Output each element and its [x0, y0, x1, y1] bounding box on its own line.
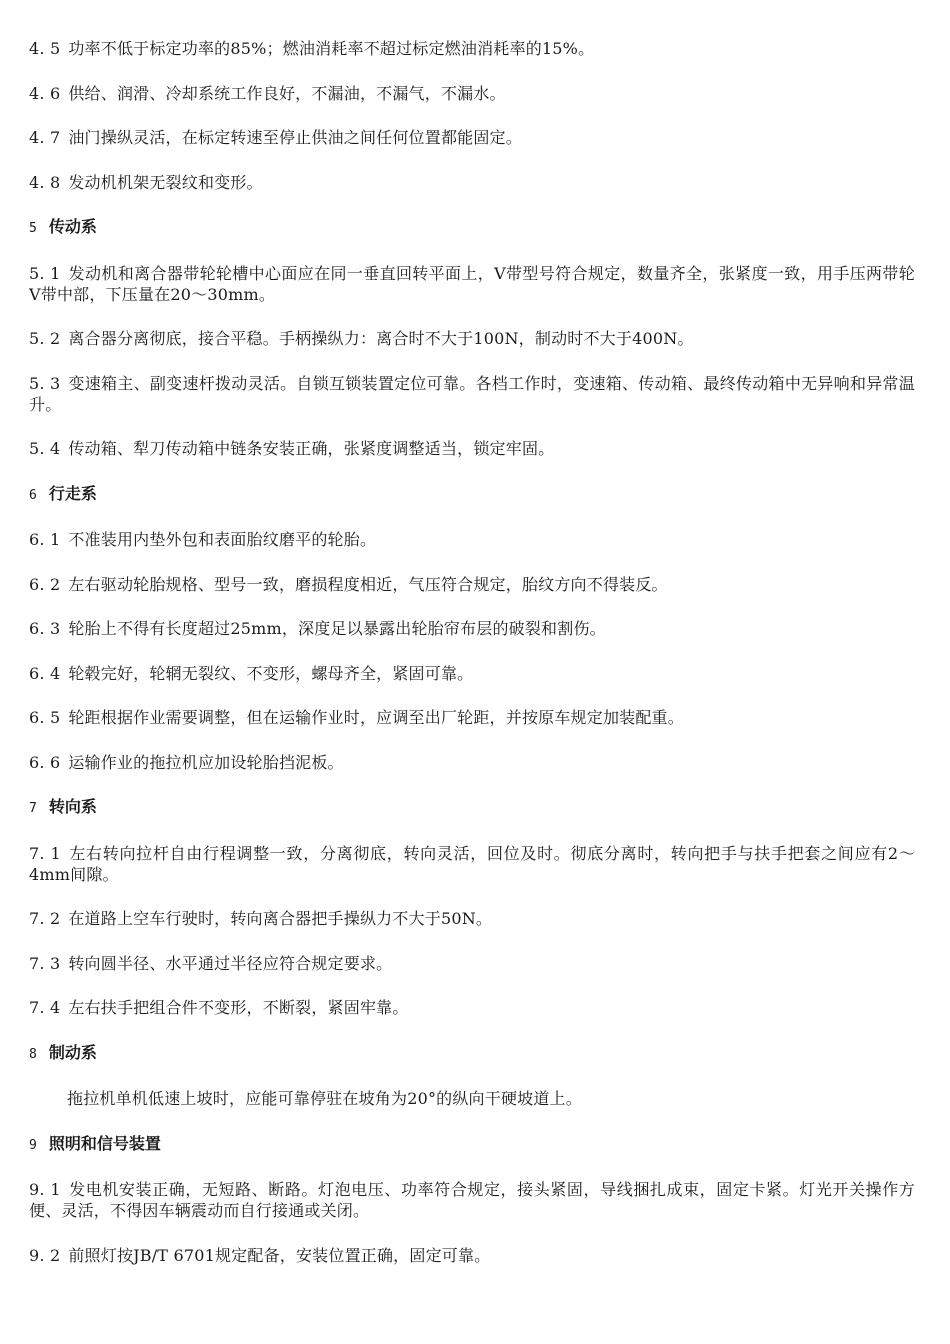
- clause-text: 不准装用内垫外包和表面胎纹磨平的轮胎。: [68, 530, 377, 549]
- clause-text: 转向圆半径、水平通过半径应符合规定要求。: [68, 953, 393, 973]
- clause-number: 5. 3: [29, 373, 61, 393]
- clause-7-2: [29, 908, 915, 929]
- section-heading-8: [29, 1042, 915, 1065]
- clause-9-2: [29, 1245, 915, 1266]
- section-title: 转向系: [48, 797, 97, 816]
- section-heading-6: [29, 483, 915, 506]
- section-title: 照明和信号装置: [48, 1133, 161, 1153]
- clause-number: 6. 2: [29, 574, 61, 594]
- section-number: 6: [29, 487, 37, 503]
- clause-number: 4. 5: [29, 39, 61, 58]
- clause-number: 6. 6: [29, 752, 61, 772]
- section-heading-5: [29, 216, 915, 239]
- clause-5-3: [29, 373, 915, 415]
- clause-6-1: [29, 529, 915, 550]
- section-number: 5: [29, 221, 37, 236]
- clause-text: 功率不低于标定功率的85%；燃油消耗率不超过标定燃油消耗率的15%。: [68, 39, 595, 58]
- clause-text: 供给、润滑、冷却系统工作良好，不漏油，不漏气，不漏水。: [68, 83, 506, 103]
- section-title: 传动系: [48, 217, 97, 236]
- clause-number: 7. 4: [29, 998, 61, 1017]
- clause-number: 7. 1: [29, 843, 61, 863]
- clause-number: 9. 2: [29, 1245, 61, 1265]
- clause-6-5: [29, 707, 915, 728]
- clause-text: 传动箱、犁刀传动箱中链条安装正确，张紧度调整适当，锁定牢固。: [68, 439, 555, 458]
- clause-7-3: [29, 953, 915, 974]
- clause-5-1: [29, 263, 915, 305]
- clause-number: 5. 4: [29, 439, 61, 458]
- clause-9-1: [29, 1179, 915, 1221]
- clause-7-1: [29, 843, 915, 885]
- clause-text: 左右驱动轮胎规格、型号一致，磨损程度相近，气压符合规定，胎纹方向不得装反。: [68, 574, 668, 594]
- clause-text: 轮胎上不得有长度超过25mm，深度足以暴露出轮胎帘布层的破裂和割伤。: [68, 619, 606, 638]
- clause-8-text: [29, 1088, 915, 1109]
- clause-text: 发电机安装正确，无短路、断路。灯泡电压、功率符合规定，接头紧固，导线捆扎成束，固定卡紧。灯光开关操作方便、灵活，不得因车辆震动而自行接通或关闭。: [29, 1180, 915, 1220]
- clause-number: 4. 6: [29, 83, 61, 103]
- clause-text: 拖拉机单机低速上坡时，应能可靠停驻在坡角为20°的纵向干硬坡道上。: [67, 1089, 582, 1108]
- clause-number: 4. 7: [29, 128, 61, 147]
- clause-number: 6. 1: [29, 530, 61, 549]
- clause-4-5: [29, 38, 915, 59]
- clause-6-3: [29, 618, 915, 639]
- clause-7-4: [29, 997, 915, 1018]
- clause-5-4: [29, 438, 915, 459]
- clause-number: 6. 5: [29, 708, 61, 727]
- clause-text: 在道路上空车行驶时，转向离合器把手操纵力不大于50N。: [68, 909, 493, 928]
- clause-number: 7. 2: [29, 909, 61, 928]
- clause-text: 左右转向拉杆自由行程调整一致，分离彻底，转向灵活，回位及时。彻底分离时，转向把手与扶手把套之间应有2～4mm间隙。: [29, 843, 915, 884]
- section-number: 9: [29, 1137, 37, 1153]
- clause-6-2: [29, 574, 915, 595]
- clause-text: 发动机机架无裂纹和变形。: [68, 172, 263, 192]
- section-title: 行走系: [48, 483, 97, 503]
- section-number: 7: [29, 801, 37, 816]
- clause-text: 运输作业的拖拉机应加设轮胎挡泥板。: [68, 752, 344, 772]
- section-number: 8: [29, 1046, 37, 1062]
- clause-text: 发动机和离合器带轮轮槽中心面应在同一垂直回转平面上，V带型号符合规定，数量齐全，张紧度一致，用手压两带轮V带中部，下压量在20～30mm。: [29, 263, 915, 304]
- clause-6-4: [29, 663, 915, 684]
- clause-4-7: [29, 127, 915, 148]
- clause-number: 4. 8: [29, 172, 61, 192]
- section-heading-9: [29, 1133, 915, 1156]
- clause-number: 9. 1: [29, 1180, 61, 1199]
- clause-number: 6. 3: [29, 619, 61, 638]
- section-heading-7: [29, 796, 915, 819]
- clause-text: 左右扶手把组合件不变形，不断裂，紧固牢靠。: [68, 998, 409, 1017]
- clause-text: 前照灯按JB/T 6701规定配备，安装位置正确，固定可靠。: [68, 1245, 491, 1265]
- clause-4-6: [29, 83, 915, 104]
- section-title: 制动系: [48, 1042, 97, 1062]
- clause-number: 5. 2: [29, 329, 61, 348]
- clause-6-6: [29, 752, 915, 773]
- clause-4-8: [29, 172, 915, 193]
- clause-text: 轮距根据作业需要调整，但在运输作业时，应调至出厂轮距，并按原车规定加装配重。: [68, 708, 684, 727]
- clause-number: 7. 3: [29, 953, 61, 973]
- clause-text: 轮毂完好，轮辋无裂纹、不变形，螺母齐全，紧固可靠。: [68, 663, 474, 683]
- clause-text: 变速箱主、副变速杆拨动灵活。自锁互锁装置定位可靠。各档工作时，变速箱、传动箱、最终传动箱中无异响和异常温升。: [29, 373, 915, 414]
- clause-5-2: [29, 328, 915, 349]
- document-page: [29, 38, 915, 1289]
- clause-text: 离合器分离彻底，接合平稳。手柄操纵力：离合时不大于100N，制动时不大于400N。: [68, 329, 694, 348]
- clause-number: 5. 1: [29, 263, 61, 283]
- clause-text: 油门操纵灵活，在标定转速至停止供油之间任何位置都能固定。: [68, 128, 522, 147]
- clause-number: 6. 4: [29, 663, 61, 683]
